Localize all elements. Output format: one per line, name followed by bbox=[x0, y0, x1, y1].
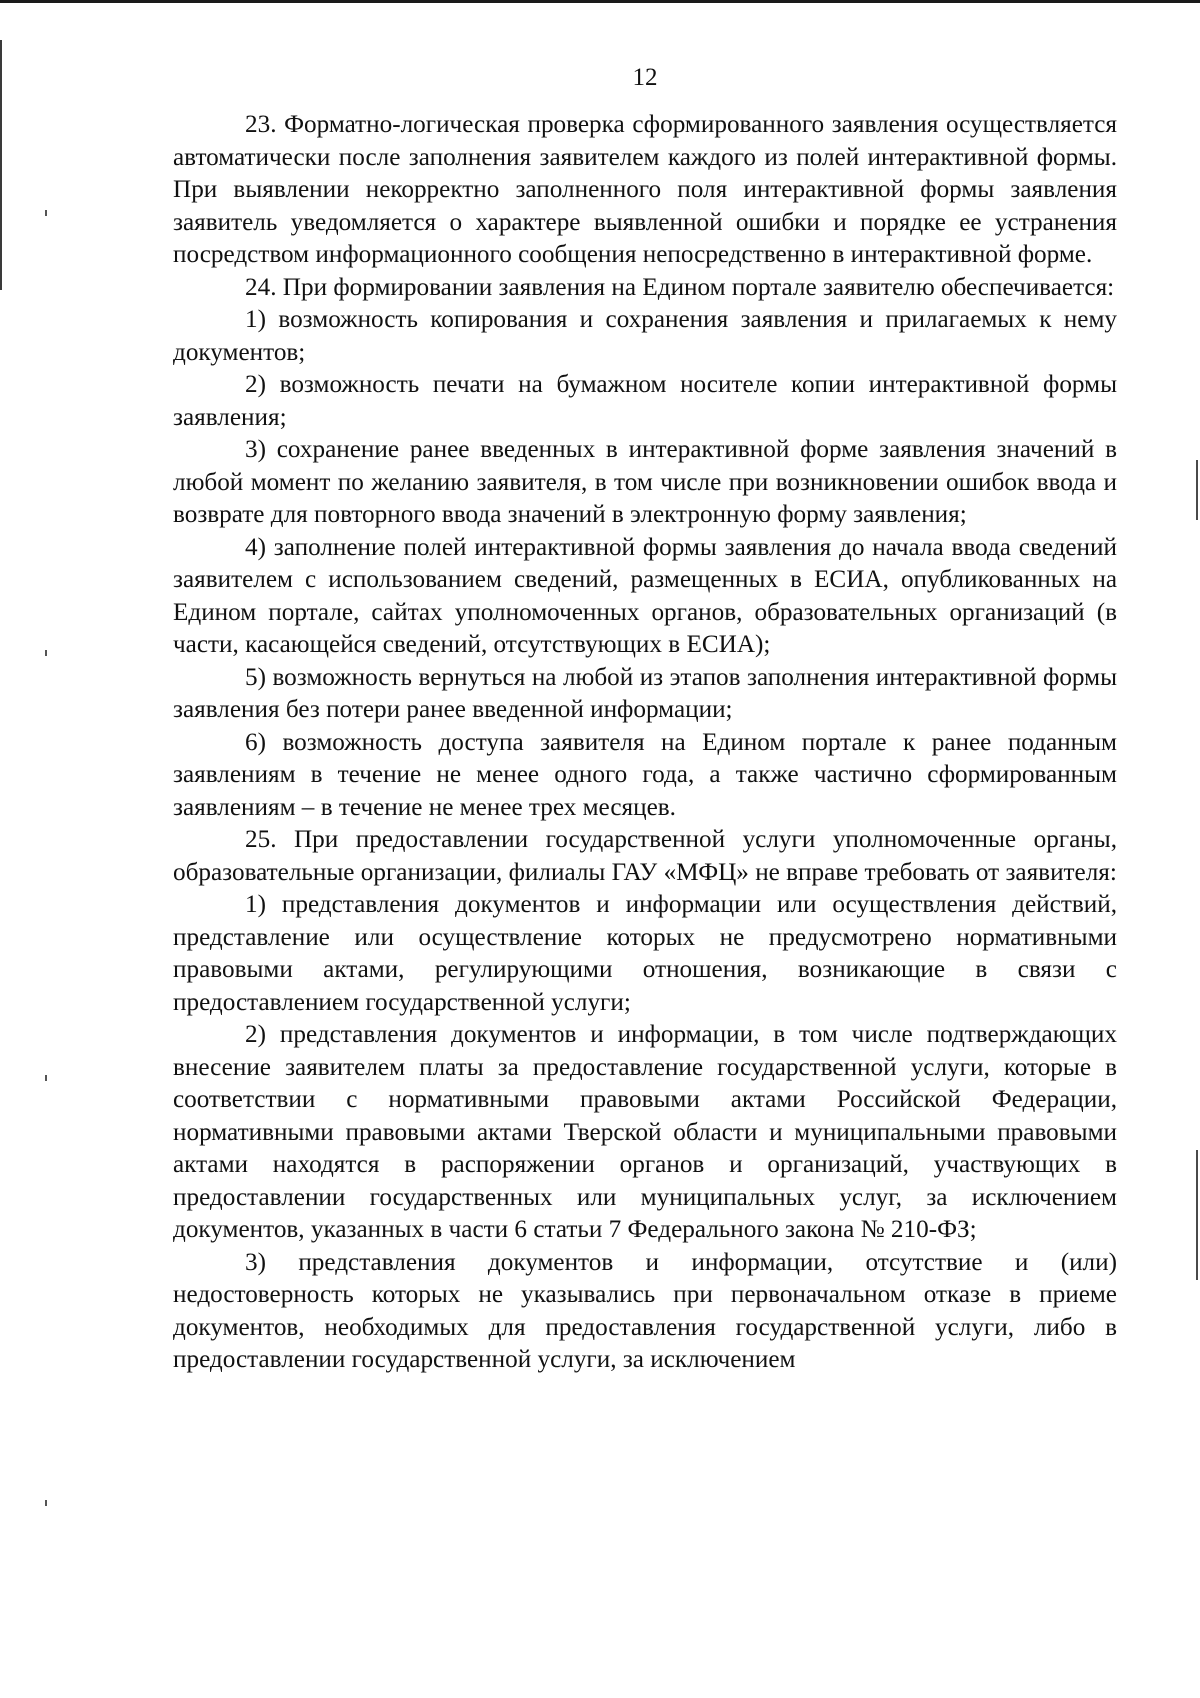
list-item-24-2: 2) возможность печати на бумажном носителе копии интерактивной формы заявления; bbox=[173, 371, 1117, 431]
document-body bbox=[173, 109, 1117, 1377]
list-item-25-2: 2) представления документов и информации, в том числе подтверждающих внесение заявителем платы за предоставление государственной услуги, которые в соответствии с нормативными правовыми актами Российской Федерации, нормативными правовыми актами Тверской области и муниципальными правовыми актами находятся в распоряжении органов и организаций, участвующих в предоставлении государственных или муниципальных услуг, за исключением документов, указанных в части 6 статьи 7 Федерального закона № 210-ФЗ; bbox=[173, 1021, 1117, 1243]
scan-speck bbox=[45, 1500, 47, 1506]
paragraph-25: 25. При предоставлении государственной услуги уполномоченные органы, образовательные организации, филиалы ГАУ «МФЦ» не вправе требовать от заявителя: bbox=[173, 826, 1117, 886]
scan-right-edge-mark bbox=[1196, 460, 1198, 520]
paragraph-24: 24. При формировании заявления на Едином портале заявителю обеспечивается: bbox=[245, 273, 1115, 301]
scan-top-edge bbox=[0, 0, 1200, 3]
page-number: 12 bbox=[632, 64, 658, 91]
paragraph-23: 23. Форматно-логическая проверка сформированного заявления осуществляется автоматически после заполнения заявителем каждого из полей интерактивной формы. При выявлении некорректно заполненного поля интерактивной формы заявления заявитель уведомляется о характере выявленной ошибки и порядке ее устранения посредством информационного сообщения непосредственно в интерактивной форме. bbox=[173, 111, 1117, 268]
list-item-25-1: 1) представления документов и информации или осуществления действий, представление или осуществление которых не предусмотрено нормативными правовыми актами, регулирующими отношения, возникающие в связи с предоставлением государственной услуги; bbox=[173, 891, 1117, 1016]
list-item-25-3: 3) представления документов и информации, отсутствие и (или) недостоверность которых не указывались при первоначальном отказе в приеме документов, необходимых для предоставления государственной услуги, либо в предоставлении государственной услуги, за исключением bbox=[173, 1248, 1117, 1373]
scan-right-edge-mark-lower bbox=[1196, 1150, 1198, 1280]
scan-speck bbox=[45, 1075, 47, 1081]
list-item-24-1: 1) возможность копирования и сохранения заявления и прилагаемых к нему документов; bbox=[173, 306, 1117, 366]
list-item-24-3: 3) сохранение ранее введенных в интерактивной форме заявления значений в любой момент по желанию заявителя, в том числе при возникновении ошибок ввода и возврате для повторного ввода значений в электронную форму заявления; bbox=[173, 436, 1117, 528]
list-item-24-5: 5) возможность вернуться на любой из этапов заполнения интерактивной формы заявления без потери ранее введенной информации; bbox=[173, 663, 1117, 723]
scan-speck bbox=[45, 650, 47, 656]
list-item-24-4: 4) заполнение полей интерактивной формы заявления до начала ввода сведений заявителем с использованием сведений, размещенных в ЕСИА, опубликованных на Едином портале, сайтах уполномоченных органов, образовательных организаций (в части, касающейся сведений, отсутствующих в ЕСИА); bbox=[173, 533, 1117, 658]
scan-speck bbox=[45, 210, 47, 216]
list-item-24-6: 6) возможность доступа заявителя на Едином портале к ранее поданным заявлениям в течение не менее одного года, а также частично сформированным заявлениям – в течение не менее трех месяцев. bbox=[173, 728, 1117, 821]
